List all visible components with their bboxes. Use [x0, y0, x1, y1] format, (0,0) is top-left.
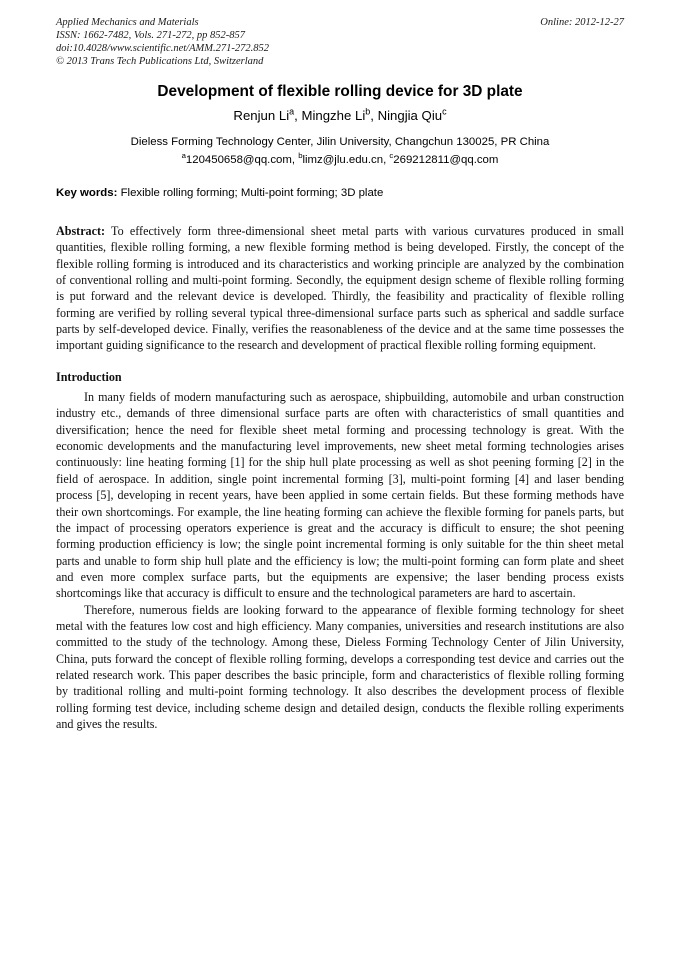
email-separator: ,: [291, 154, 299, 166]
email-address[interactable]: 269212811@qq.com: [393, 154, 499, 166]
author-marker: c: [442, 106, 447, 117]
introduction-paragraph-2: Therefore, numerous fields are looking forward to the appearance of flexible forming technology for sheet metal with the features low cost and high efficiency. Many companies, universities and research institutions are also committed to the study of the technology. Among these, Dieless Forming Technology Center of Jilin University, China, puts forward the concept of flexible rolling forming, develops a corresponding test device and carries out the related research work. This paper describes the basic principle, form and characteristics of flexible rolling forming by traditional rolling and multi-point forming technology. It also describes the development process of flexible rolling forming test device, including scheme design and detailed design, conducts the flexible rolling experiments and gives the results.: [56, 602, 624, 731]
online-date: Online: 2012-12-27: [540, 17, 624, 28]
abstract-paragraph: [56, 223, 624, 354]
author-list: [56, 107, 624, 124]
keywords-value: Flexible rolling forming; Multi-point forming; 3D plate: [120, 187, 384, 199]
page-title: Development of flexible rolling device for 3D plate: [157, 83, 523, 100]
journal-header-first-row: [56, 16, 624, 29]
issn-line: ISSN: 1662-7482, Vols. 271-272, pp 852-857: [56, 30, 245, 42]
author-name: Mingzhe Li: [301, 108, 366, 123]
author-emails: [40, 153, 640, 168]
email-marker: b: [298, 151, 303, 161]
doi-line: doi:10.4028/www.scientific.net/AMM.271-272.852: [56, 43, 269, 55]
article-body: [56, 223, 624, 732]
email-marker: c: [389, 151, 394, 161]
abstract-label: Abstract:: [56, 224, 106, 238]
keywords: [56, 186, 624, 201]
email-marker: a: [181, 151, 186, 161]
author-separator: ,: [370, 108, 378, 123]
email-separator: ,: [383, 154, 390, 166]
author-separator: ,: [294, 108, 302, 123]
email-address[interactable]: 120450658@qq.com: [185, 154, 292, 166]
author-marker: b: [365, 106, 371, 117]
author-marker: a: [289, 106, 295, 117]
author-name: Ningjia Qiu: [377, 108, 443, 123]
keywords-label: Key words:: [56, 187, 118, 199]
journal-header: [56, 16, 624, 68]
section-heading-introduction: Introduction: [56, 369, 122, 384]
email-address[interactable]: limz@jlu.edu.cn: [302, 154, 384, 166]
author-name: Renjun Li: [233, 108, 290, 123]
introduction-paragraph-1: In many fields of modern manufacturing such as aerospace, shipbuilding, automobile and urban construction industry etc., demands of three dimensional surface parts are often with characteristics of small quantities and diversification; hence the need for flexible sheet metal forming and processing technology is great. With the economic developments and the manufacturing level improvements, new sheet metal forming technologies arises continuously: line heating forming [1] for the ship hull plate processing as well as shot peening forming [2] in the field of aerospace. In addition, single point incremental forming [3], multi-point forming [4] and laser bending process [5], developing in recent years, have been applied in some certain fields. But these forming methods have their own shortcomings. For example, the line heating forming can achieve the flexible forming for panels parts, but the impact of processing operators experience is great and the accuracy is difficult to ensure; the shot peening forming production efficiency is low; the single point incremental forming is only suitable for the thin sheet metal parts and unable to form ship hull plate and the efficiency is low; the multi-point forming can form plate and sheet and even more complex surface parts, but the equipments are expensive; the laser bending process exists shortcomings like that accuracy is difficult to ensure and the technological parameters are hard to ascertain.: [56, 390, 624, 601]
copyright-line: © 2013 Trans Tech Publications Ltd, Switzerland: [56, 56, 264, 68]
abstract-text: To effectively form three-dimensional sheet metal parts with various curvatures produced in small quantities, flexible rolling forming, a new flexible forming method is being developed. Firstly, the concept of the flexible rolling forming is introduced and its characteristics and working principle are analyzed by the combination of conventional rolling and multi-point forming. Secondly, the equipment design scheme of flexible rolling forming is put forward and the relevant device is developed. Thirdly, the feasibility and practicality of flexible rolling forming are verified by rolling several typical three-dimensional surface parts such as spherical and saddle surface parts by self-developed device. Finally, verifies the reasonableness of the device and at the same time possesses the important guiding significance to the research and development of practical flexible rolling forming equipment.: [56, 224, 624, 353]
affiliation: Dieless Forming Technology Center, Jilin University, Changchun 130025, PR China: [130, 136, 550, 148]
journal-name: Applied Mechanics and Materials: [56, 17, 199, 28]
